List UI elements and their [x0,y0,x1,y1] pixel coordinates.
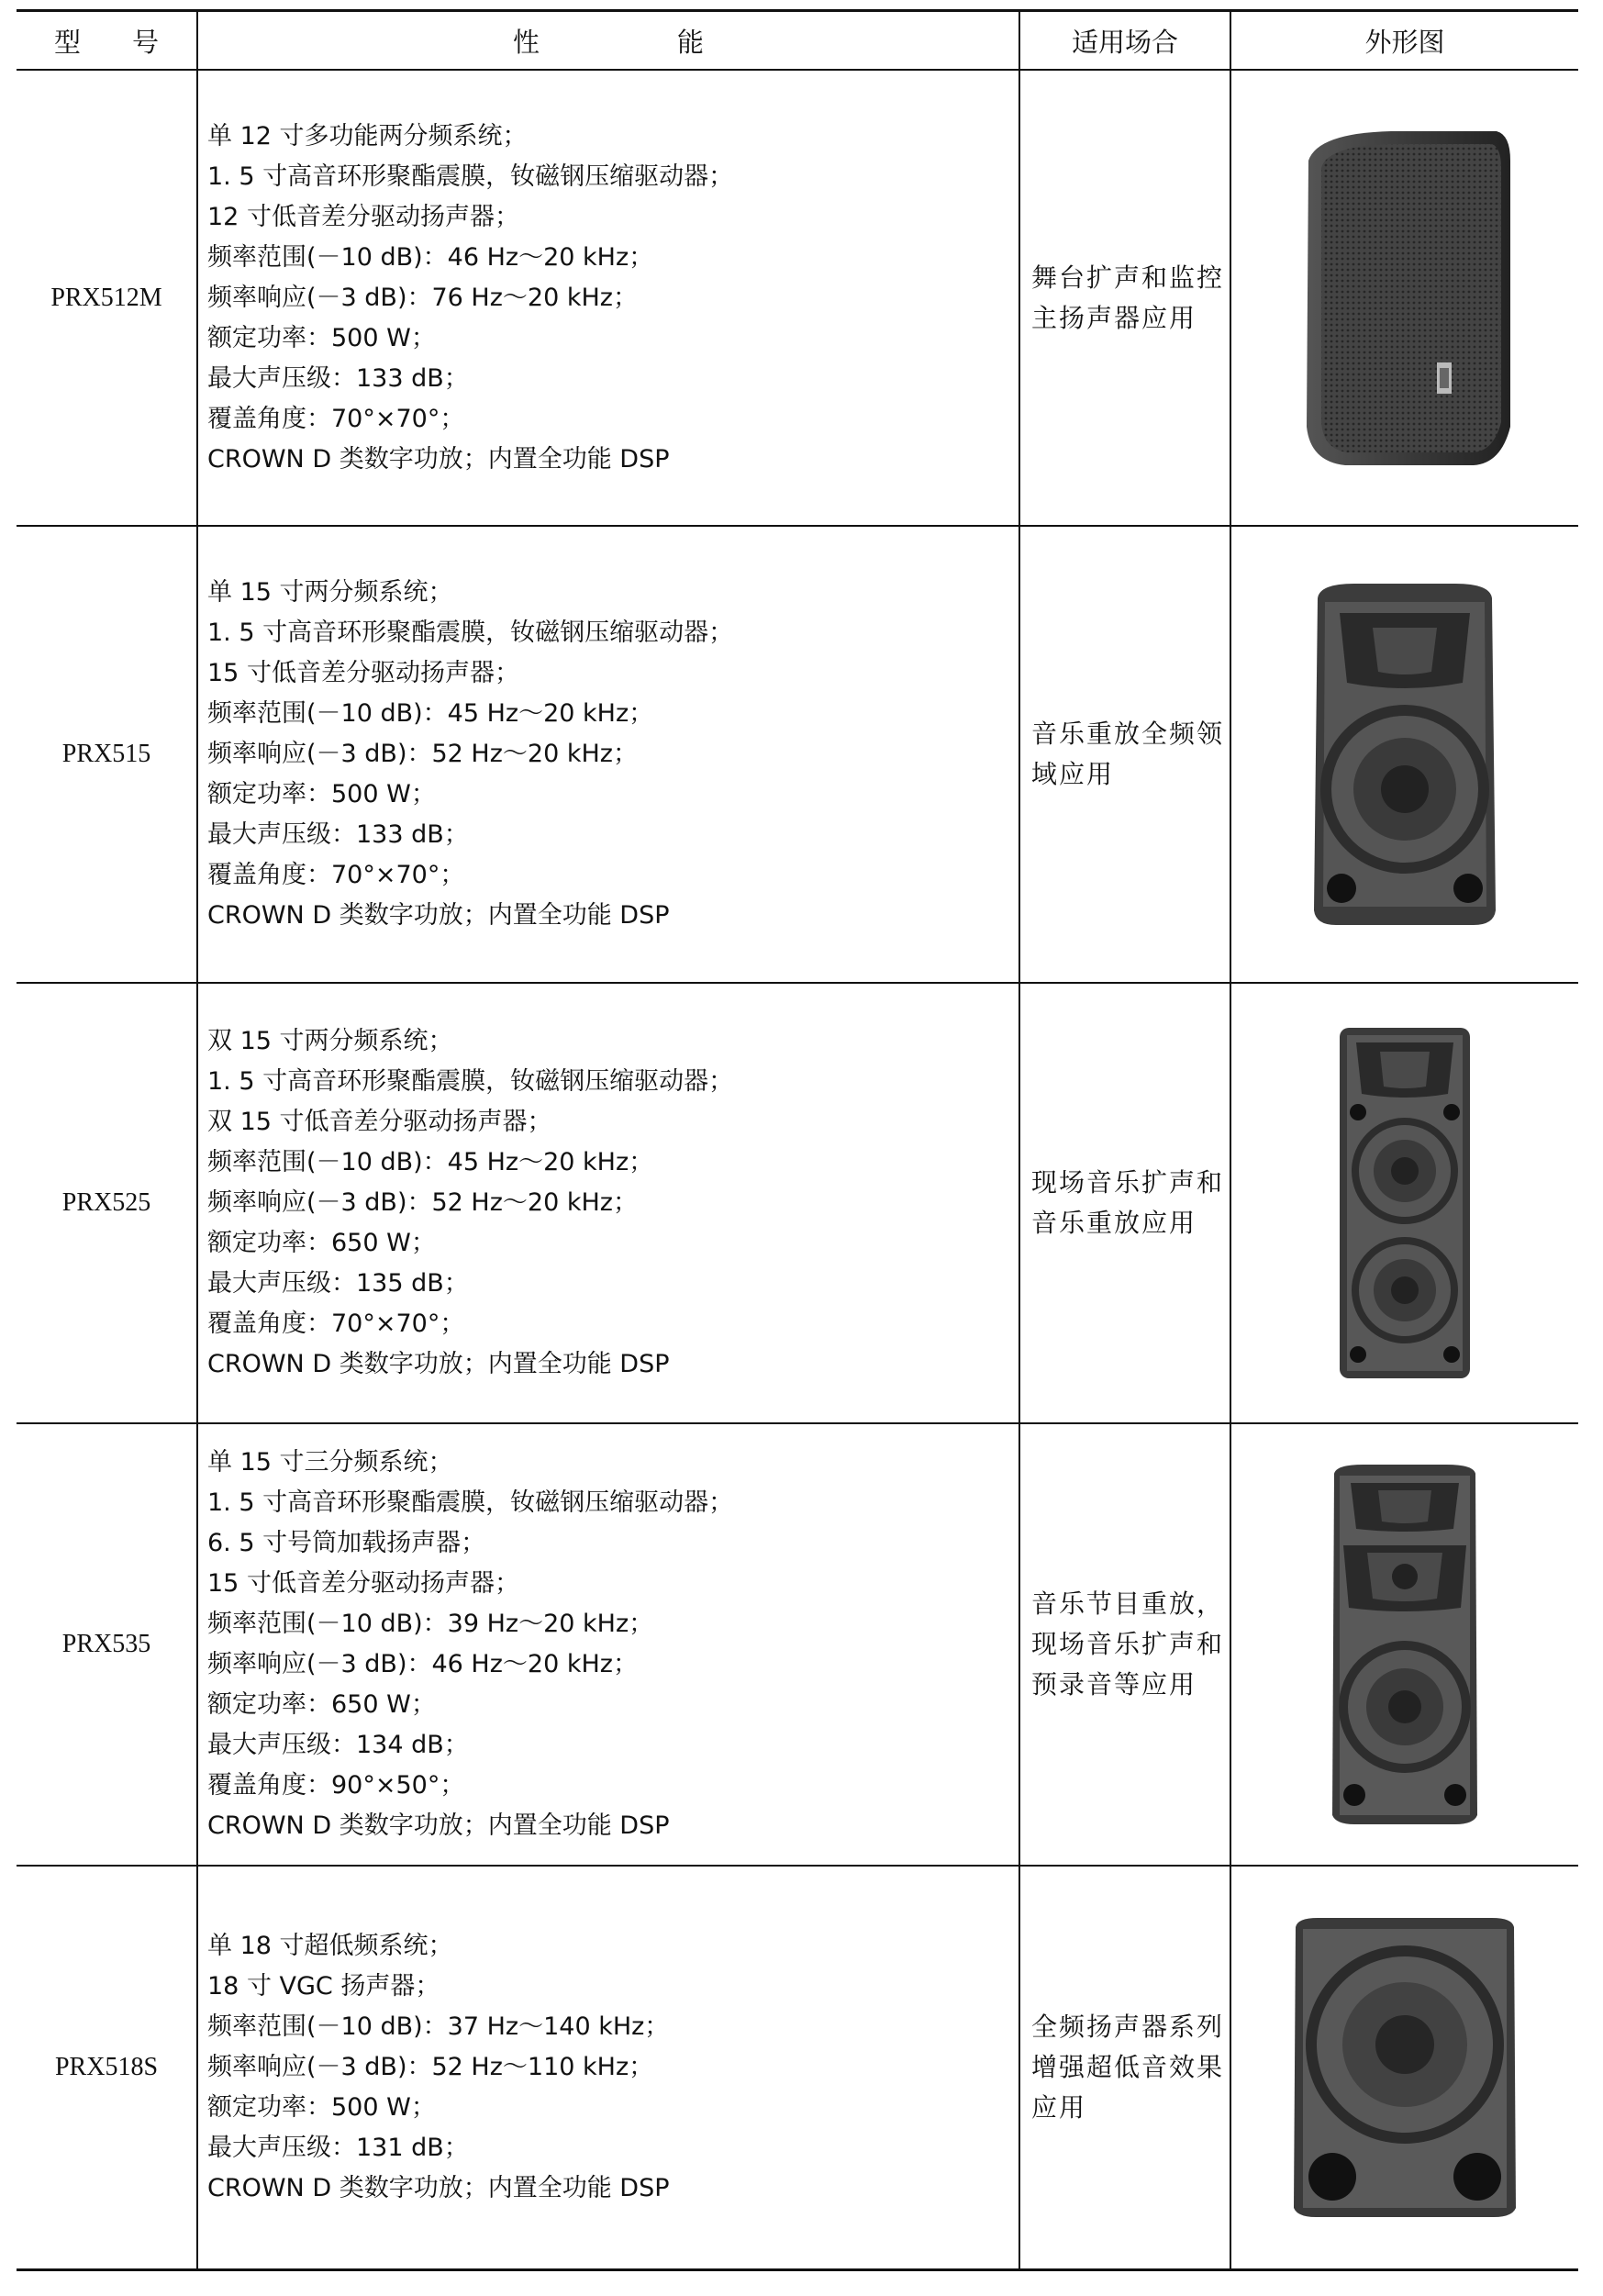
spec-line: 频率响应(－3 dB)：52 Hz～110 kHz； [207,2053,654,2081]
spec-line: 最大声压级：131 dB； [207,2134,469,2162]
spec-line: 最大声压级：135 dB； [207,1269,469,1298]
spec-line: 15 寸低音差分驱动扬声器； [207,659,519,687]
use-text: 音乐节目重放，现场音乐扩声和预录音等应用 [1031,1588,1225,1700]
header-image: 外形图 [1364,26,1445,58]
spec-cell [207,1867,1015,2268]
model-cell: PRX512M [50,283,162,312]
spec-line: 频率范围(－10 dB)：39 Hz～20 kHz； [207,1610,654,1638]
header-performance: 性能 [512,26,841,58]
spec-line: 15 寸低音差分驱动扬声器； [207,1569,519,1598]
spec-line: 覆盖角度：70°×70°； [207,1310,465,1338]
single-15-speaker-icon [1231,527,1578,982]
spec-line: 最大声压级：134 dB； [207,1731,469,1759]
use-text: 音乐重放全频领域应用 [1031,719,1225,789]
table-bottom-rule [17,2268,1578,2271]
use-text: 现场音乐扩声和音乐重放应用 [1031,1167,1225,1238]
spec-cell [207,527,1015,982]
spec-line: 覆盖角度：70°×70°； [207,861,465,889]
use-cell [1031,1424,1224,1865]
use-cell [1031,71,1224,525]
spec-line: 1. 5 寸高音环形聚酯震膜，钕磁钢压缩驱动器； [207,1067,734,1096]
use-cell [1031,527,1224,982]
spec-line: 1. 5 寸高音环形聚酯震膜，钕磁钢压缩驱动器； [207,1488,734,1517]
spec-line: 频率响应(－3 dB)：52 Hz～20 kHz； [207,1188,638,1217]
spec-line: 双 15 寸两分频系统； [207,1027,453,1055]
header-use: 适用场合 [1071,26,1178,58]
spec-line: CROWN D 类数字功放；内置全功能 DSP [207,1350,670,1378]
spec-cell [207,71,1015,525]
spec-line: 额定功率：500 W； [207,780,436,808]
subwoofer-icon [1231,1867,1578,2268]
spec-line: CROWN D 类数字功放；内置全功能 DSP [207,2174,670,2202]
spec-line: 频率响应(－3 dB)：46 Hz～20 kHz； [207,1650,638,1678]
model-cell: PRX518S [54,2053,159,2081]
spec-line: 频率范围(－10 dB)：46 Hz～20 kHz； [207,242,654,272]
column-divider [196,11,198,2270]
spec-line: 频率范围(－10 dB)：37 Hz～140 kHz； [207,2012,670,2041]
header-model: 型号 [53,26,210,58]
model-cell: PRX525 [61,1188,151,1217]
spec-line: 频率响应(－3 dB)：52 Hz～20 kHz； [207,740,638,768]
spec-cell [207,1424,1015,1865]
spec-line: 单 15 寸三分频系统； [207,1448,453,1477]
spec-line: 频率响应(－3 dB)：76 Hz～20 kHz； [207,283,638,312]
model-cell: PRX535 [61,1630,151,1658]
spec-line: 单 18 寸超低频系统； [207,1932,453,1960]
spec-line: 6. 5 寸号筒加载扬声器； [207,1529,486,1557]
spec-line: 1. 5 寸高音环形聚酯震膜，钕磁钢压缩驱动器； [207,619,734,647]
three-way-speaker-icon [1231,1424,1578,1865]
spec-line: 12 寸低音差分驱动扬声器； [207,202,519,231]
use-cell [1031,984,1224,1422]
spec-line: CROWN D 类数字功放；内置全功能 DSP [207,901,670,930]
spec-line: 覆盖角度：90°×50°； [207,1771,465,1800]
spec-line: 额定功率：500 W； [207,2093,436,2122]
spec-line: 最大声压级：133 dB； [207,820,469,849]
spec-line: 额定功率：650 W； [207,1229,436,1257]
spec-line: 额定功率：650 W； [207,1690,436,1719]
spec-line: 单 12 寸多功能两分频系统； [207,121,528,150]
use-cell [1031,1867,1224,2268]
model-cell: PRX515 [61,740,151,768]
stage-monitor-speaker-icon [1231,71,1578,525]
spec-line: 1. 5 寸高音环形聚酯震膜，钕磁钢压缩驱动器； [207,162,734,191]
use-text: 舞台扩声和监控主扬声器应用 [1031,262,1225,333]
column-divider [1019,11,1020,2270]
spec-line: CROWN D 类数字功放；内置全功能 DSP [207,444,670,474]
spec-line: 覆盖角度：70°×70°； [207,404,465,433]
dual-15-speaker-icon [1231,984,1578,1422]
spec-line: 双 15 寸低音差分驱动扬声器； [207,1108,552,1136]
spec-line: 18 寸 VGC 扬声器； [207,1972,440,2001]
spec-line: 频率范围(－10 dB)：45 Hz～20 kHz； [207,699,654,728]
use-text: 全频扬声器系列增强超低音效果应用 [1031,2012,1225,2123]
spec-line: CROWN D 类数字功放；内置全功能 DSP [207,1811,670,1840]
spec-line: 额定功率：500 W； [207,323,436,352]
spec-line: 频率范围(－10 dB)：45 Hz～20 kHz； [207,1148,654,1176]
spec-cell [207,984,1015,1422]
spec-line: 单 15 寸两分频系统； [207,578,453,607]
spec-line: 最大声压级：133 dB； [207,363,469,393]
